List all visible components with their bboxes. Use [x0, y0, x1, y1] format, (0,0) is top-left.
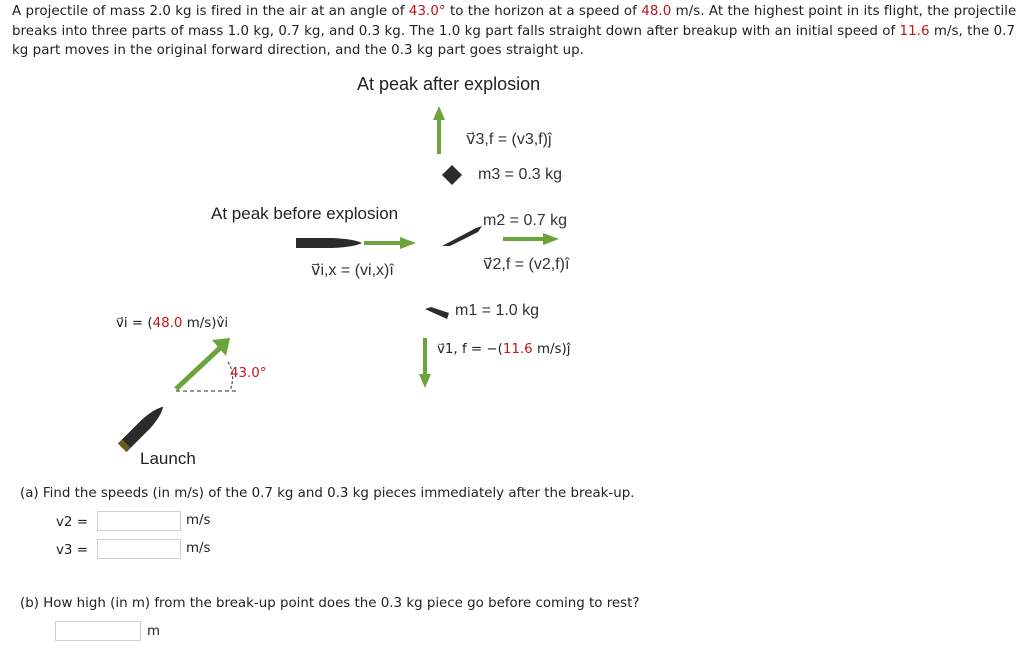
problem-text-2: to the horizon at a speed of [445, 4, 642, 19]
m1-equation: m1 = 1.0 kg [455, 302, 540, 319]
v2-equation: v⃗2,f = (v2,f)î [483, 256, 570, 273]
projectile-before [296, 236, 362, 250]
figure-title-before: At peak before explosion [211, 204, 399, 223]
v3-answer-label: v3 = [56, 543, 88, 558]
v1-down-arrow [419, 338, 431, 388]
v1-suffix: m/s)ĵ [532, 342, 571, 357]
part-a-prompt: (a) Find the speeds (in m/s) of the 0.7 kg and 0.3 kg pieces immediately after the break-up. [20, 486, 635, 501]
v3-unit: m/s [186, 541, 211, 556]
problem-angle-value: 43.0° [408, 4, 446, 19]
fragment-m2 [442, 226, 482, 248]
vi-equation [116, 316, 228, 331]
fragment-m3 [442, 165, 462, 185]
v2-forward-arrow [503, 233, 559, 245]
vix-arrow [364, 237, 416, 249]
launch-label: Launch [140, 449, 196, 468]
m3-equation: m3 = 0.3 kg [478, 166, 563, 183]
v1-prefix: v⃗1, f = −( [437, 342, 503, 357]
height-unit: m [147, 624, 161, 639]
v2-answer-label: v2 = [56, 515, 88, 530]
v3-answer-input[interactable] [97, 539, 181, 559]
v3-equation: v⃗3,f = (v3,f)ĵ [466, 131, 552, 148]
problem-fall-speed-value: 11.6 [899, 23, 930, 39]
problem-speed-value: 48.0 [641, 4, 672, 19]
v1-value: 11.6 [502, 342, 533, 357]
problem-text-3: m/s. At the highest point in its flight, the projectile breaks into three parts of mass 1.0 kg, 0.7 kg, and 0.3 kg. The 1.0 kg part falls straight down after breakup with an initial speed of [12, 4, 1017, 39]
m2-equation: m2 = 0.7 kg [483, 212, 568, 229]
v2-unit: m/s [186, 513, 211, 528]
vi-prefix: v⃗i = ( [116, 316, 153, 331]
figure-title-after: At peak after explosion [357, 74, 541, 94]
part-b-prompt: (b) How high (in m) from the break-up point does the 0.3 kg piece go before coming to rest? [20, 596, 640, 611]
problem-text-4: m/s, the 0.7 kg part moves in the original forward direction, and the 0.3 kg part goes straight up. [12, 23, 1016, 58]
v1-equation [437, 342, 570, 357]
v2-answer-input[interactable] [97, 511, 181, 531]
height-answer-input[interactable] [55, 621, 141, 641]
vix-equation: v⃗i,x = (vi,x)î [311, 262, 394, 279]
v3-up-arrow [433, 106, 445, 154]
problem-text-1: A projectile of mass 2.0 kg is fired in the air at an angle of [12, 4, 409, 19]
fragment-m1 [425, 307, 449, 319]
problem-statement [12, 2, 1018, 61]
projectile-launch [112, 398, 172, 458]
launch-angle-label: 43.0° [230, 366, 267, 381]
vi-value: 48.0 [152, 316, 183, 331]
vi-suffix: m/s)v̂i [182, 316, 229, 331]
